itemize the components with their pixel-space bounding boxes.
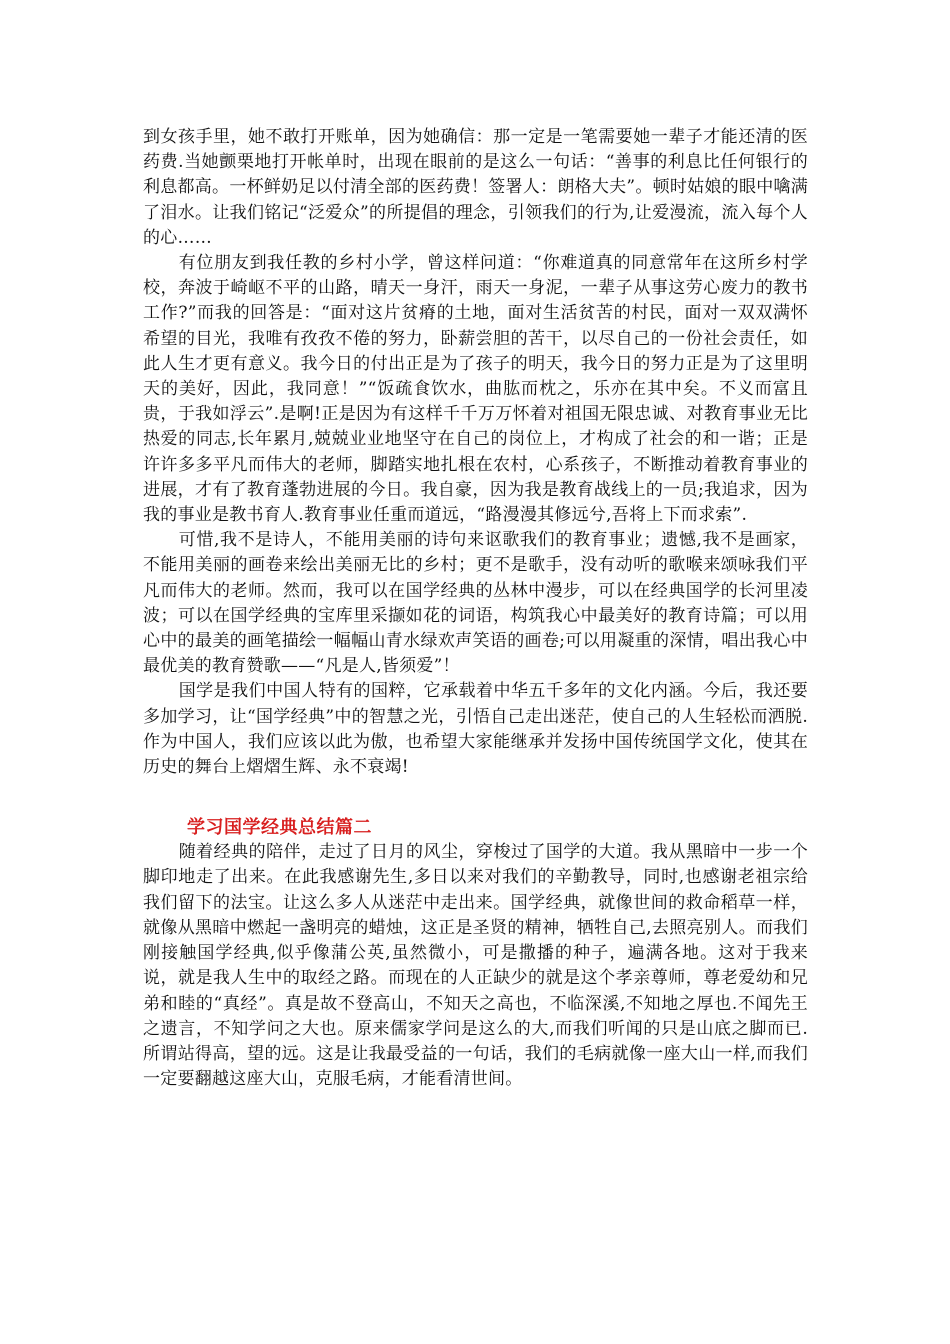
paragraph-1: 到女孩手里，她不敢打开账单，因为她确信：那一定是一笔需要她一辈子才能还清的医药费.当她颤栗地打开帐单时，出现在眼前的是这么一句话：“善事的利息比任何银行的利息都高。一杯鲜奶足以付清全部的医药费！签署人：朗格大夫”。顿时姑娘的眼中噙满了泪水。让我们铭记“泛爱众”的所提倡的理念，引领我们的行为,让爱漫流，流入每个人的心…… (143, 127, 808, 248)
paragraph-3: 可惜,我不是诗人，不能用美丽的诗句来讴歌我们的教育事业；遗憾,我不是画家，不能用美丽的画卷来绘出美丽无比的乡村；更不是歌手，没有动听的歌喉来颂咏我们平凡而伟大的老师。然而，我可以在国学经典的丛林中漫步，可以在经典国学的长河里凌波；可以在国学经典的宝库里采撷如花的词语，构筑我心中最美好的教育诗篇；可以用心中的最美的画笔描绘一幅幅山青水绿欢声笑语的画卷;可以用凝重的深情，唱出我心中最优美的教育赞歌——“凡是人,皆须爱”！ (143, 530, 808, 677)
section-heading: 学习国学经典总结篇二 (187, 817, 372, 839)
section-paragraph-1: 随着经典的陪伴，走过了日月的风尘，穿梭过了国学的大道。我从黑暗中一步一个脚印地走了出来。在此我感谢先生,多日以来对我们的辛勤教导，同时,也感谢老祖宗给我们留下的法宝。让这么多人从迷茫中走出来。国学经典，就像世间的救命稻草一样，就像从黑暗中燃起一盏明亮的蜡烛，这正是圣贤的精神，牺牲自己,去照亮别人。而我们刚接触国学经典,似乎像蒲公英,虽然微小，可是撒播的种子，遍满各地。这对于我来说，就是我人生中的取经之路。而现在的人正缺少的就是这个孝亲尊师，尊老爱幼和兄弟和睦的“真经”。真是故不登高山，不知天之高也，不临深溪,不知地之厚也.不闻先王之遗言，不知学问之大也。原来儒家学问是这么的大,而我们听闻的只是山底之脚而已.所谓站得高，望的远。这是让我最受益的一句话，我们的毛病就像一座大山一样,而我们一定要翻越这座大山，克服毛病，才能看清世间。 (143, 842, 808, 1090)
paragraph-4: 国学是我们中国人特有的国粹，它承载着中华五千多年的文化内涵。今后，我还要多加学习，让“国学经典”中的智慧之光，引悟自己走出迷茫，使自己的人生轻松而洒脱.作为中国人，我们应该以此为傲，也希望大家能继承并发扬中国传统国学文化，使其在历史的舞台上熠熠生辉、永不衰竭! (143, 681, 808, 778)
document-page (143, 125, 808, 1092)
paragraph-2: 有位朋友到我任教的乡村小学，曾这样问道：“你难道真的同意常年在这所乡村学校，奔波于崎岖不平的山路，晴天一身汗，雨天一身泥，一辈子从事这劳心废力的教书工作?”而我的回答是：“面对这片贫瘠的土地，面对生活贫苦的村民，面对一双双满怀希望的目光，我唯有孜孜不倦的努力，卧薪尝胆的苦干，以尽自己的一份社会责任，如此人生才更有意义。我今日的付出正是为了孩子的明天，我今日的努力正是为了这里明天的美好，因此，我同意！”“饭疏食饮水，曲肱而枕之，乐亦在其中矣。不义而富且贵，于我如浮云”.是啊!正是因为有这样千千万万怀着对祖国无限忠诚、对教育事业无比热爱的同志,长年累月,兢兢业业地坚守在自己的岗位上，才构成了社会的和一谐；正是许许多多平凡而伟大的老师，脚踏实地扎根在农村，心系孩子，不断推动着教育事业的进展，才有了教育蓬勃进展的今日。我自豪，因为我是教育战线上的一员;我追求，因为我的事业是教书育人.教育事业任重而道远，“路漫漫其修远兮,吾将上下而求索”. (143, 253, 808, 526)
